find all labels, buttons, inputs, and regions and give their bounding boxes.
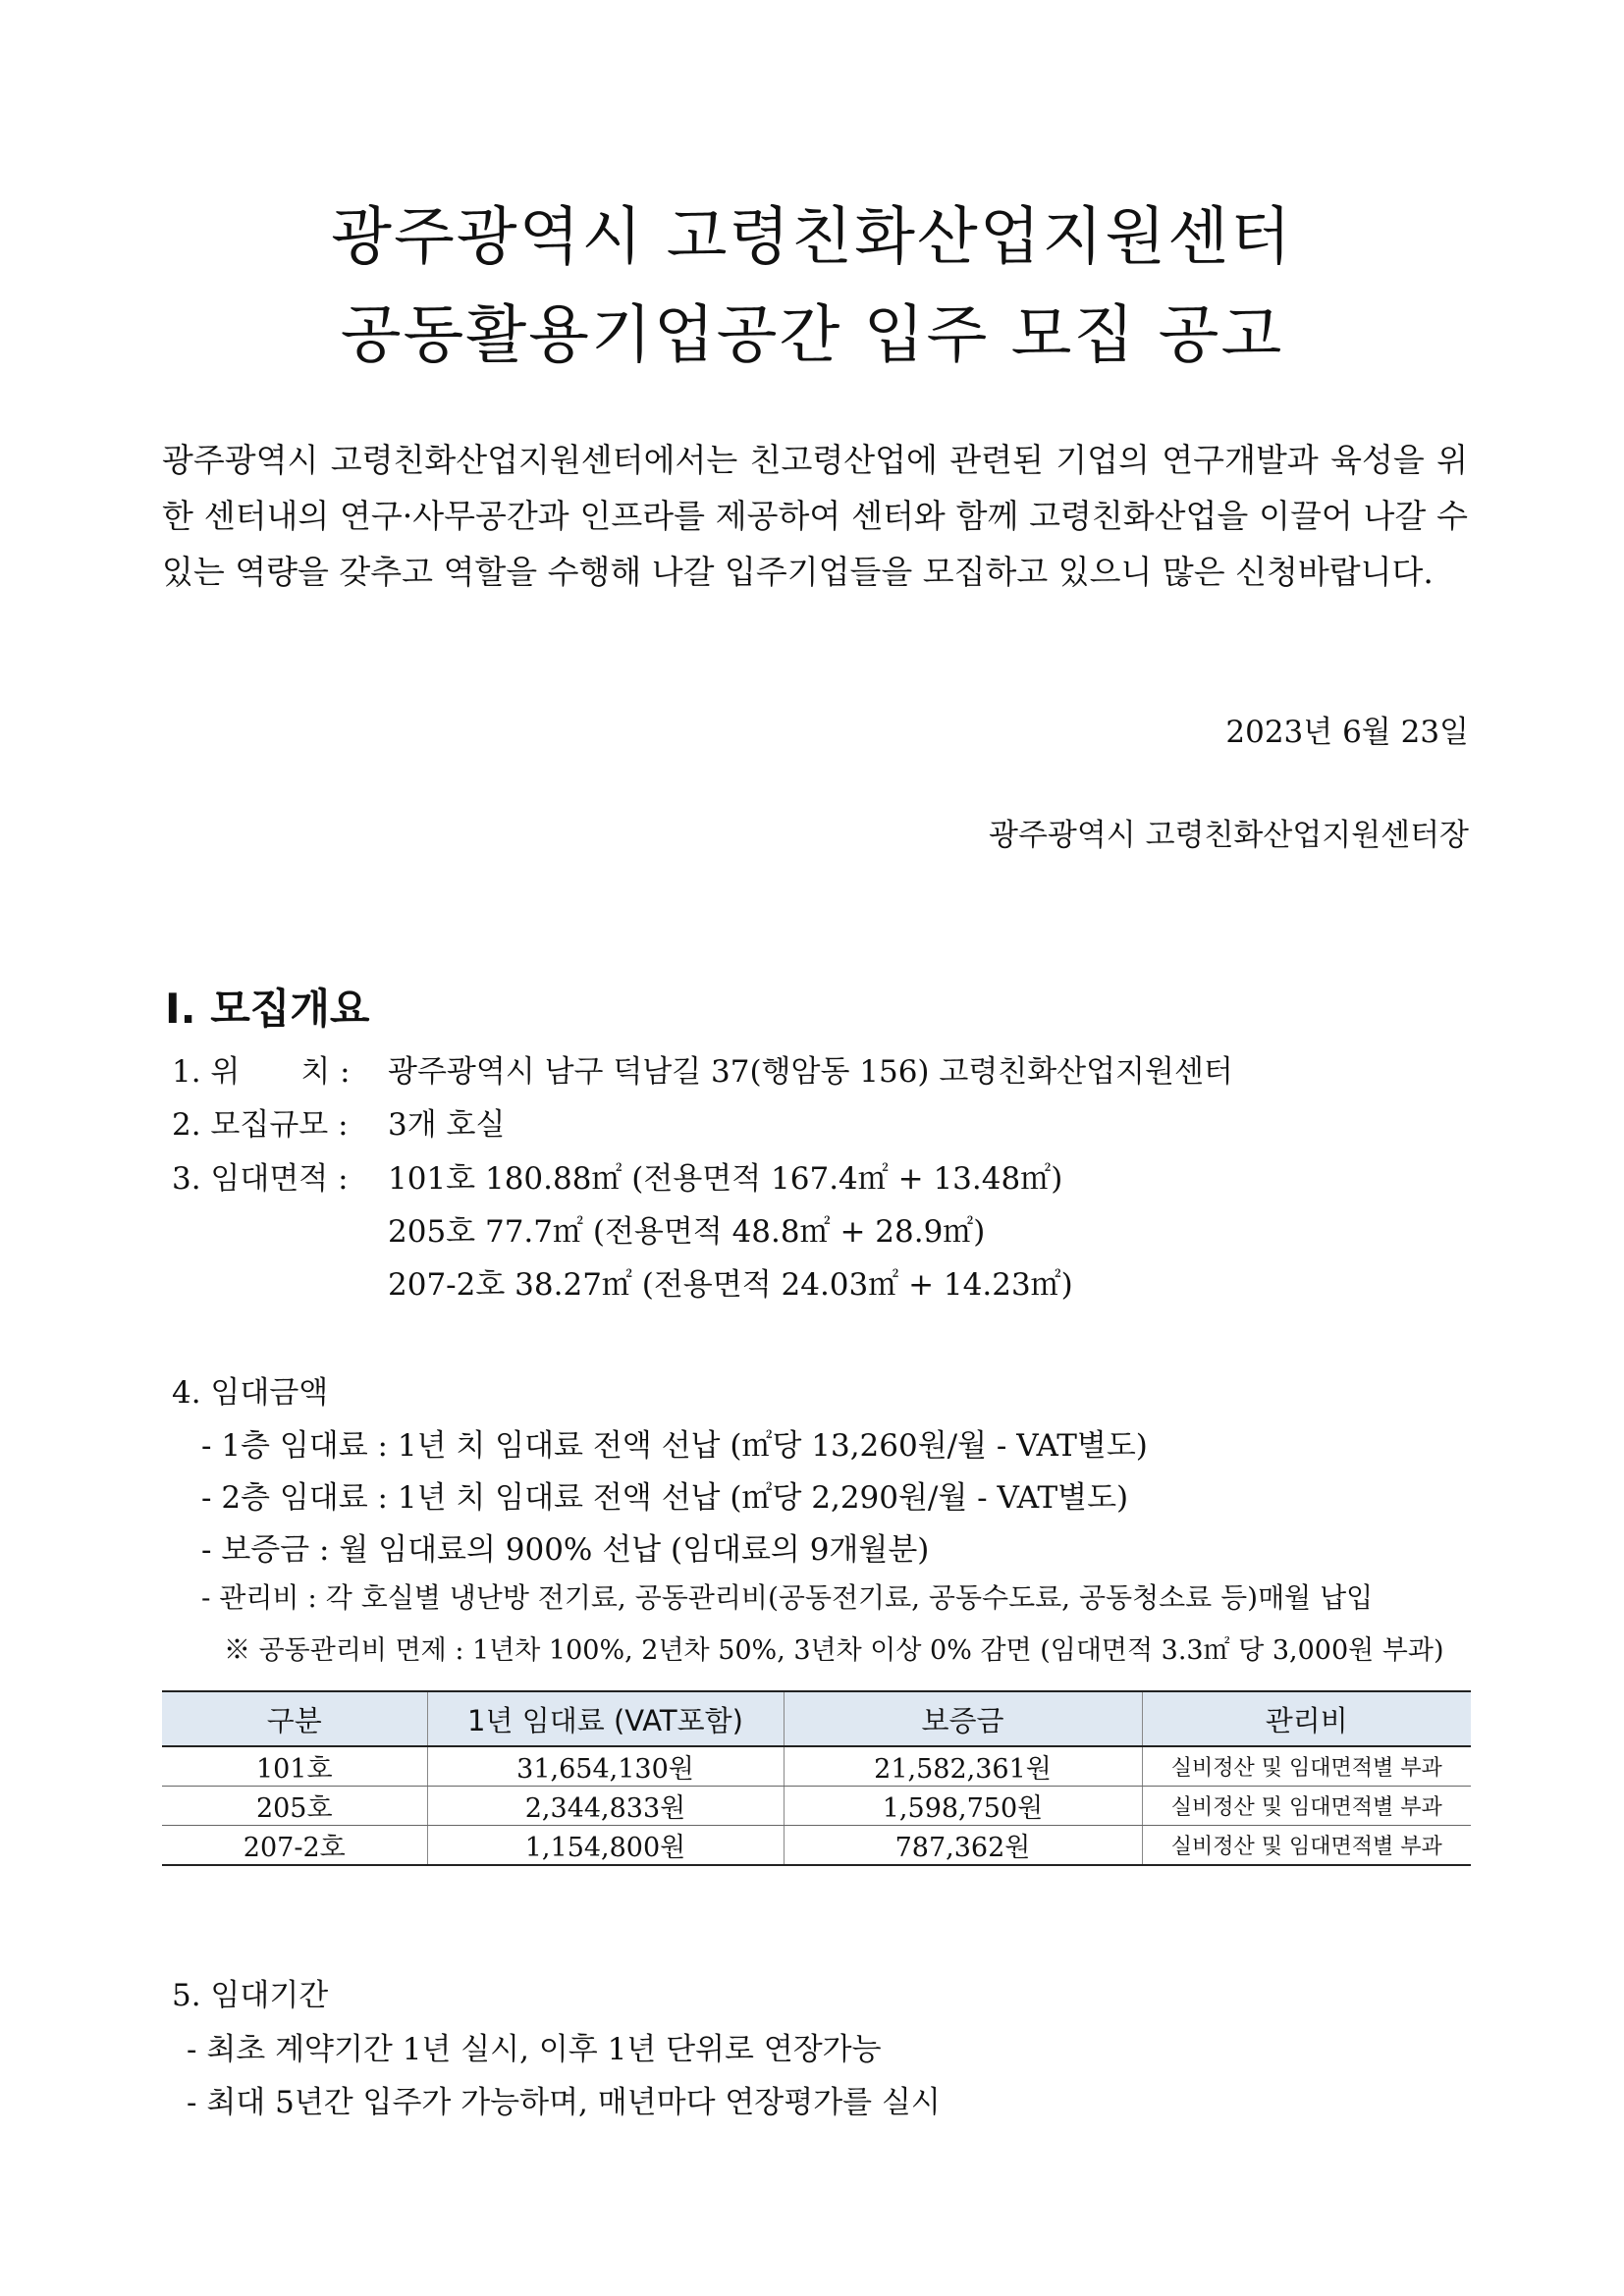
header-maintenance-fee: 관리비	[1142, 1691, 1471, 1746]
title-line-2: 공동활용기업공간 입주 모집 공고	[340, 299, 1284, 372]
cell-deposit: 21,582,361원	[784, 1746, 1142, 1787]
rent-item: - 보증금 : 월 임대료의 900% 선납 (임대료의 9개월분)	[201, 1532, 930, 1568]
table-row	[162, 1746, 1471, 1787]
location-value: 광주광역시 남구 덕남길 37(행암동 156) 고령친화산업지원센터	[388, 1054, 1233, 1090]
rent-table	[162, 1690, 1471, 1866]
notice-date: 2023년 6월 23일	[1225, 715, 1469, 750]
header-annual-rent: 1년 임대료 (VAT포함)	[427, 1691, 784, 1746]
cell-rent: 31,654,130원	[427, 1746, 784, 1787]
cell-deposit: 1,598,750원	[784, 1787, 1142, 1826]
area-label: 3. 임대면적 :	[172, 1161, 349, 1197]
area-value-207-2: 207-2호 38.27㎡ (전용면적 24.03㎡ + 14.23㎡)	[388, 1267, 1073, 1303]
cell-fee: 실비정산 및 임대면적별 부과	[1142, 1746, 1471, 1787]
scale-value: 3개 호실	[388, 1107, 506, 1143]
location-row	[172, 1046, 1233, 1091]
rent-item: - 관리비 : 각 호실별 냉난방 전기료, 공동관리비(공동전기료, 공동수도료, 공동청소료 등)매월 납입	[201, 1581, 1374, 1614]
table-row	[162, 1787, 1471, 1826]
location-label: 1. 위 치 :	[172, 1054, 351, 1090]
header-deposit: 보증금	[784, 1691, 1142, 1746]
area-value-205: 205호 77.7㎡ (전용면적 48.8㎡ + 28.9㎡)	[388, 1214, 986, 1250]
table-header-row	[162, 1691, 1471, 1746]
rent-item: - 2층 임대료 : 1년 치 임대료 전액 선납 (㎡당 2,290원/월 - VAT별도)	[201, 1480, 1129, 1516]
period-item: - 최대 5년간 입주가 가능하며, 매년마다 연장평가를 실시	[187, 2085, 941, 2120]
cell-fee: 실비정산 및 임대면적별 부과	[1142, 1826, 1471, 1866]
rent-item: - 1층 임대료 : 1년 치 임대료 전액 선납 (㎡당 13,260원/월 - VAT별도)	[201, 1428, 1148, 1464]
cell-rent: 2,344,833원	[427, 1787, 784, 1826]
period-label: 5. 임대기간	[172, 1978, 329, 2013]
scale-label: 2. 모집규모 :	[172, 1107, 349, 1143]
scale-row	[172, 1099, 505, 1144]
rent-label: 4. 임대금액	[172, 1375, 329, 1411]
table-row	[162, 1826, 1471, 1866]
cell-deposit: 787,362원	[784, 1826, 1142, 1866]
period-item: - 최초 계약기간 1년 실시, 이후 1년 단위로 연장가능	[187, 2032, 882, 2067]
issuer: 광주광역시 고령친화산업지원센터장	[989, 818, 1469, 853]
section-heading: Ⅰ. 모집개요	[165, 985, 370, 1033]
rent-note: ※ 공동관리비 면제 : 1년차 100%, 2년차 50%, 3년차 이상 0% 감면 (임대면적 3.3㎡ 당 3,000원 부과)	[224, 1635, 1444, 1666]
cell-room: 207-2호	[162, 1826, 427, 1866]
cell-room: 101호	[162, 1746, 427, 1787]
header-division: 구분	[162, 1691, 427, 1746]
cell-room: 205호	[162, 1787, 427, 1826]
cell-rent: 1,154,800원	[427, 1826, 784, 1866]
cell-fee: 실비정산 및 임대면적별 부과	[1142, 1787, 1471, 1826]
area-row	[172, 1153, 1062, 1198]
intro-paragraph: 광주광역시 고령친화산업지원센터에서는 친고령산업에 관련된 기업의 연구개발과 육성을 위한 센터내의 연구·사무공간과 인프라를 제공하여 센터와 함께 고령친화산업을 이끌어 나갈 수 있는 역량을 갖추고 역할을 수행해 나갈 입주기업들을 모집하고 있으니 많은 신청바랍니다.	[162, 441, 1468, 591]
title-line-1: 광주광역시 고령친화산업지원센터	[331, 201, 1293, 274]
area-value-101: 101호 180.88㎡ (전용면적 167.4㎡ + 13.48㎡)	[388, 1161, 1063, 1197]
